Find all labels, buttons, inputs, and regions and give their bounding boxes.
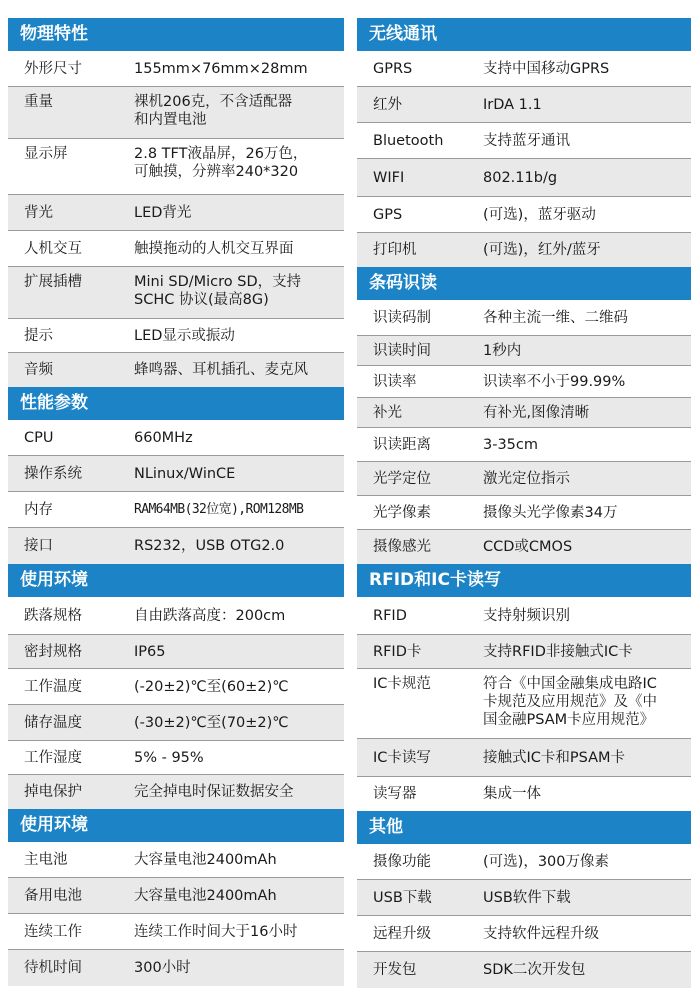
spec-value: LED背光	[134, 204, 192, 221]
section-wireless	[357, 51, 691, 267]
spec-row-drop	[8, 597, 344, 635]
spec-value: 支持射频识别	[483, 607, 570, 624]
spec-row-illumination	[357, 398, 691, 428]
spec-label: 内存	[24, 501, 53, 518]
spec-value: 裸机206克，不含适配器 和内置电池	[134, 94, 293, 128]
spec-row-reader	[357, 777, 691, 811]
spec-label: IC卡规范	[373, 676, 431, 692]
spec-label: 识读距离	[373, 436, 431, 453]
spec-value: 摄像头光学像素34万	[483, 504, 618, 521]
spec-row-continuous-work	[8, 914, 344, 950]
spec-row-power-protection	[8, 775, 344, 809]
spec-label: 远程升级	[373, 925, 431, 942]
spec-row-os	[8, 456, 344, 492]
spec-row-optical-pixels	[357, 496, 691, 530]
spec-value: 大容量电池2400mAh	[134, 887, 277, 904]
spec-value: 识读率不小于99.99%	[483, 373, 626, 390]
spec-row-backup-battery	[8, 878, 344, 914]
left-column	[8, 18, 344, 986]
spec-label: 主电池	[24, 851, 68, 868]
spec-value: 155mm×76mm×28mm	[134, 60, 308, 77]
spec-value: (可选)，红外/蓝牙	[483, 242, 601, 258]
spec-value: 1秒内	[483, 342, 522, 359]
spec-row-storage-temp	[8, 705, 344, 741]
spec-value: RAM64MB(32位宽),ROM128MB	[134, 501, 304, 517]
spec-label: 连续工作	[24, 923, 82, 940]
spec-label: GPS	[373, 206, 403, 223]
spec-row-standby	[8, 950, 344, 986]
spec-value: 完全掉电时保证数据安全	[134, 784, 294, 800]
spec-value: LED显示或振动	[134, 327, 235, 344]
section-performance	[8, 420, 344, 564]
section-physical	[8, 51, 344, 387]
spec-row-operating-temp	[8, 669, 344, 705]
spec-value: 激光定位指示	[483, 470, 570, 487]
spec-row-alert	[8, 319, 344, 353]
spec-value: 集成一体	[483, 786, 541, 802]
spec-label: 重量	[24, 94, 53, 110]
spec-value: 802.11b/g	[483, 169, 558, 186]
spec-value: (-30±2)℃至(70±2)℃	[134, 714, 289, 731]
spec-value: Mini SD/Micro SD，支持 SCHC 协议(最高8G)	[134, 274, 302, 308]
spec-row-rfid-card	[357, 635, 691, 669]
spec-row-hmi	[8, 231, 344, 267]
spec-label: 工作温度	[24, 678, 82, 695]
section-header-other: 其他	[357, 811, 691, 844]
spec-label: 红外	[373, 96, 402, 113]
spec-row-sdk	[357, 952, 691, 988]
spec-row-weight	[8, 87, 344, 139]
spec-row-sealing	[8, 635, 344, 669]
spec-label: 跌落规格	[24, 607, 82, 624]
section-rfid	[357, 597, 691, 811]
spec-row-read-distance	[357, 428, 691, 462]
spec-label: 人机交互	[24, 240, 82, 257]
spec-row-slot	[8, 267, 344, 319]
right-column	[357, 18, 691, 988]
spec-value: IrDA 1.1	[483, 96, 542, 113]
spec-label: Bluetooth	[373, 132, 444, 149]
spec-row-infrared	[357, 87, 691, 123]
spec-label: 背光	[24, 204, 53, 221]
spec-row-main-battery	[8, 842, 344, 878]
spec-value: 支持蓝牙通讯	[483, 132, 570, 149]
spec-label: 提示	[24, 327, 53, 344]
spec-label: 音频	[24, 362, 53, 378]
section-header-performance: 性能参数	[8, 387, 344, 420]
spec-label: 补光	[373, 404, 402, 421]
spec-label: IC卡读写	[373, 749, 431, 766]
spec-label: 摄像感光	[373, 539, 431, 555]
spec-row-wifi	[357, 159, 691, 197]
section-environment	[8, 597, 344, 809]
spec-value: 3-35cm	[483, 436, 539, 453]
spec-label: 识读率	[373, 373, 417, 390]
spec-label: 开发包	[373, 962, 417, 978]
spec-row-display	[8, 139, 344, 195]
spec-row-ic-standard	[357, 669, 691, 739]
spec-label: 工作湿度	[24, 749, 82, 766]
spec-label: 外形尺寸	[24, 60, 82, 77]
spec-label: 光学像素	[373, 504, 431, 521]
spec-label: 掉电保护	[24, 784, 82, 800]
section-header-physical: 物理特性	[8, 18, 344, 51]
spec-value: 支持中国移动GPRS	[483, 60, 610, 77]
spec-value: 大容量电池2400mAh	[134, 851, 277, 868]
spec-value: 接触式IC卡和PSAM卡	[483, 749, 626, 766]
spec-row-bluetooth	[357, 123, 691, 159]
spec-row-remote-upgrade	[357, 916, 691, 952]
spec-label: 扩展插槽	[24, 274, 82, 290]
spec-value: IP65	[134, 643, 166, 660]
spec-label: 读写器	[373, 786, 417, 802]
spec-value: 5% - 95%	[134, 749, 204, 766]
spec-value: 有补光,图像清晰	[483, 404, 590, 421]
spec-label: 摄像功能	[373, 853, 431, 870]
spec-value: 触摸拖动的人机交互界面	[134, 240, 294, 257]
spec-value: USB软件下载	[483, 889, 571, 906]
spec-row-interface	[8, 528, 344, 564]
spec-row-audio	[8, 353, 344, 387]
spec-label: RFID	[373, 607, 407, 624]
spec-label: 识读码制	[373, 309, 431, 326]
spec-value: 支持RFID非接触式IC卡	[483, 643, 633, 660]
spec-row-humidity	[8, 741, 344, 775]
spec-label: 待机时间	[24, 960, 82, 976]
spec-value: 2.8 TFT液晶屏，26万色， 可触摸，分辨率240*320	[134, 146, 308, 180]
spec-row-gprs	[357, 51, 691, 87]
spec-value: 连续工作时间大于16小时	[134, 923, 298, 940]
spec-value: CCD或CMOS	[483, 539, 573, 555]
spec-value: (可选)，300万像素	[483, 853, 609, 870]
spec-label: 识读时间	[373, 342, 431, 359]
spec-label: 储存温度	[24, 714, 82, 731]
spec-label: 接口	[24, 538, 53, 554]
section-header-barcode: 条码识读	[357, 267, 691, 300]
spec-label: RFID卡	[373, 643, 422, 660]
spec-row-rfid	[357, 597, 691, 635]
spec-label: 打印机	[373, 242, 417, 258]
spec-row-sensor	[357, 530, 691, 564]
spec-value: 符合《中国金融集成电路IC 卡规范及应用规范》及《中 国金融PSAM卡应用规范》	[483, 676, 657, 728]
spec-label: 光学定位	[373, 470, 431, 487]
spec-row-camera	[357, 844, 691, 880]
spec-value: RS232，USB OTG2.0	[134, 538, 285, 554]
section-header-battery: 使用环境	[8, 809, 344, 842]
spec-value: NLinux/WinCE	[134, 465, 236, 482]
spec-row-usb-download	[357, 880, 691, 916]
spec-row-cpu	[8, 420, 344, 456]
spec-row-symbologies	[357, 300, 691, 336]
spec-value: 660MHz	[134, 429, 193, 446]
spec-value: (可选)，蓝牙驱动	[483, 206, 596, 223]
spec-value: 支持软件远程升级	[483, 925, 599, 942]
spec-row-ic-read-write	[357, 739, 691, 777]
spec-label: USB下载	[373, 889, 432, 906]
spec-value: (-20±2)℃至(60±2)℃	[134, 678, 289, 695]
spec-value: 自由跌落高度：200cm	[134, 607, 286, 624]
section-header-wireless: 无线通讯	[357, 18, 691, 51]
spec-row-memory	[8, 492, 344, 528]
spec-row-backlight	[8, 195, 344, 231]
spec-value: 蜂鸣器、耳机插孔、麦克风	[134, 362, 308, 378]
spec-label: 操作系统	[24, 465, 82, 482]
spec-row-gps	[357, 197, 691, 233]
spec-row-read-time	[357, 336, 691, 366]
spec-value: 300小时	[134, 960, 191, 976]
section-header-rfid: RFID和IC卡读写	[357, 564, 691, 597]
section-other	[357, 844, 691, 988]
spec-label: CPU	[24, 429, 54, 446]
section-header-environment: 使用环境	[8, 564, 344, 597]
spec-label: 显示屏	[24, 146, 68, 162]
section-barcode	[357, 300, 691, 564]
spec-row-printer	[357, 233, 691, 267]
spec-row-optical-aiming	[357, 462, 691, 496]
spec-label: GPRS	[373, 60, 413, 77]
spec-value: 各种主流一维、二维码	[483, 309, 628, 326]
spec-row-read-rate	[357, 366, 691, 398]
spec-label: WIFI	[373, 169, 405, 186]
spec-label: 备用电池	[24, 887, 82, 904]
spec-row-dimensions	[8, 51, 344, 87]
spec-label: 密封规格	[24, 643, 82, 660]
section-battery	[8, 842, 344, 986]
spec-value: SDK二次开发包	[483, 962, 586, 978]
